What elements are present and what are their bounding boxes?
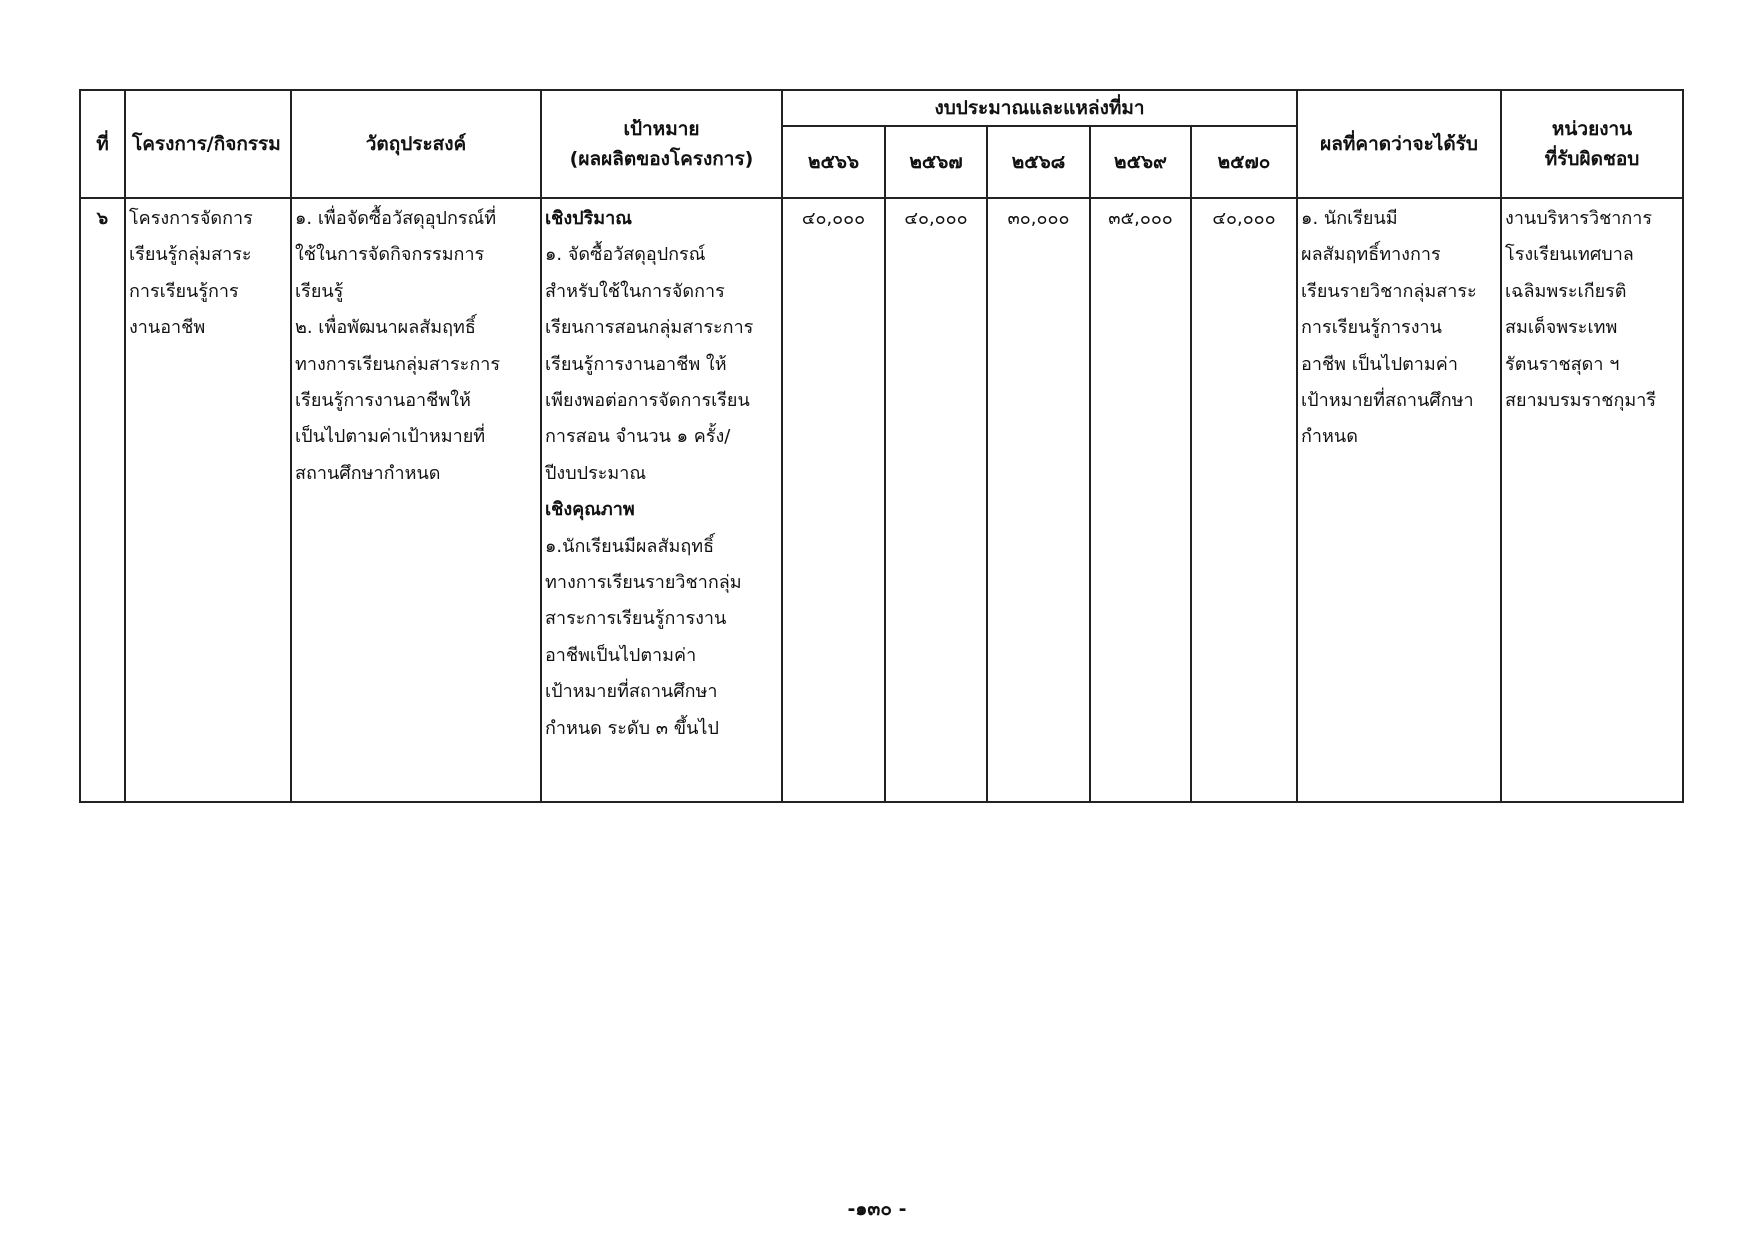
header-no: ที่ <box>80 90 125 198</box>
header-objective: วัตถุประสงค์ <box>291 90 541 198</box>
target-quantity-line: ปีงบประมาณ <box>545 462 647 484</box>
header-year-2567: ๒๕๖๗ <box>885 126 987 198</box>
project-line: โครงการจัดการ <box>129 208 253 229</box>
target-cell <box>541 198 782 802</box>
objective-cell <box>291 198 541 802</box>
project-cell <box>125 198 291 802</box>
row-number: ๖ <box>80 198 125 802</box>
objective-line: เรียนรู้การงานอาชีพให้ <box>295 390 471 412</box>
objective-line: เรียนรู้ <box>295 280 344 302</box>
expected-line: การเรียนรู้การงาน <box>1301 317 1442 339</box>
expected-result-cell <box>1297 198 1501 802</box>
header-responsible-line1: หน่วยงาน <box>1551 118 1633 140</box>
objective-line: สถานศึกษากำหนด <box>295 462 441 484</box>
header-project: โครงการ/กิจกรรม <box>125 90 291 198</box>
target-quality-line: ทางการเรียนรายวิชากลุ่ม <box>545 572 742 594</box>
responsible-line: งานบริหารวิชาการ <box>1505 208 1653 229</box>
header-year-2568: ๒๕๖๘ <box>987 126 1090 198</box>
budget-2568: ๓๐,๐๐๐ <box>987 198 1090 802</box>
target-quantity-line: เรียนการสอนกลุ่มสาระการ <box>545 317 754 339</box>
header-responsible <box>1501 90 1683 198</box>
responsible-line: โรงเรียนเทศบาล <box>1505 244 1634 266</box>
objective-line: ๑. เพื่อจัดซื้อวัสดุอุปกรณ์ที่ <box>295 208 497 229</box>
header-target-line2: (ผลผลิตของโครงการ) <box>569 148 754 170</box>
project-line: การเรียนรู้การ <box>129 280 239 302</box>
objective-line: ๒. เพื่อพัฒนาผลสัมฤทธิ์ <box>295 317 476 339</box>
page-number: -๑๓๐ - <box>847 1198 907 1220</box>
target-quantity-line: ๑. จัดซื้อวัสดุอุปกรณ์ <box>545 244 706 266</box>
objective-line: ใช้ในการจัดกิจกรรมการ <box>295 244 485 266</box>
target-quantity-line: การสอน จำนวน ๑ ครั้ง/ <box>545 426 731 448</box>
budget-2570: ๔๐,๐๐๐ <box>1191 198 1297 802</box>
header-target-line1: เป้าหมาย <box>623 118 700 140</box>
responsible-cell <box>1501 198 1683 802</box>
expected-line: ผลสัมฤทธิ์ทางการ <box>1301 244 1441 266</box>
expected-line: อาชีพ เป็นไปตามค่า <box>1301 353 1458 375</box>
project-line: เรียนรู้กลุ่มสาระ <box>129 244 252 266</box>
budget-2569: ๓๕,๐๐๐ <box>1090 198 1191 802</box>
target-quality-line: สาระการเรียนรู้การงาน <box>545 608 727 630</box>
target-quantity-heading: เชิงปริมาณ <box>545 208 632 229</box>
objective-line: ทางการเรียนกลุ่มสาระการ <box>295 353 501 375</box>
target-quality-line: เป้าหมายที่สถานศึกษา <box>545 681 718 703</box>
header-year-2566: ๒๕๖๖ <box>782 126 885 198</box>
objective-line: เป็นไปตามค่าเป้าหมายที่ <box>295 426 486 448</box>
responsible-line: เฉลิมพระเกียรติ <box>1505 280 1627 302</box>
target-quantity-line: เพียงพอต่อการจัดการเรียน <box>545 390 750 412</box>
target-quantity-line: สำหรับใช้ในการจัดการ <box>545 280 725 302</box>
table-row <box>80 198 1683 802</box>
header-year-2569: ๒๕๖๙ <box>1090 126 1191 198</box>
header-expected-result: ผลที่คาดว่าจะได้รับ <box>1297 90 1501 198</box>
target-quality-line: ๑.นักเรียนมีผลสัมฤทธิ์ <box>545 535 715 557</box>
budget-2566: ๔๐,๐๐๐ <box>782 198 885 802</box>
budget-2567: ๔๐,๐๐๐ <box>885 198 987 802</box>
project-plan-table <box>79 89 1684 803</box>
header-row-top <box>80 90 1683 126</box>
target-quality-line: กำหนด ระดับ ๓ ขึ้นไป <box>545 717 719 739</box>
header-budget: งบประมาณและแหล่งที่มา <box>782 90 1297 126</box>
expected-line: เรียนรายวิชากลุ่มสาระ <box>1301 280 1477 302</box>
header-year-2570: ๒๕๗๐ <box>1191 126 1297 198</box>
responsible-line: สยามบรมราชกุมารี <box>1505 390 1657 412</box>
expected-line: ๑. นักเรียนมี <box>1301 208 1398 229</box>
responsible-line: สมเด็จพระเทพ <box>1505 317 1618 339</box>
project-line: งานอาชีพ <box>129 317 206 339</box>
target-quantity-line: เรียนรู้การงานอาชีพ ให้ <box>545 353 727 375</box>
target-quality-line: อาชีพเป็นไปตามค่า <box>545 644 697 666</box>
expected-line: เป้าหมายที่สถานศึกษา <box>1301 390 1474 412</box>
responsible-line: รัตนราชสุดา ฯ <box>1505 353 1620 375</box>
target-quality-heading: เชิงคุณภาพ <box>545 499 635 521</box>
header-responsible-line2: ที่รับผิดชอบ <box>1544 148 1640 170</box>
expected-line: กำหนด <box>1301 426 1358 448</box>
header-target <box>541 90 782 198</box>
